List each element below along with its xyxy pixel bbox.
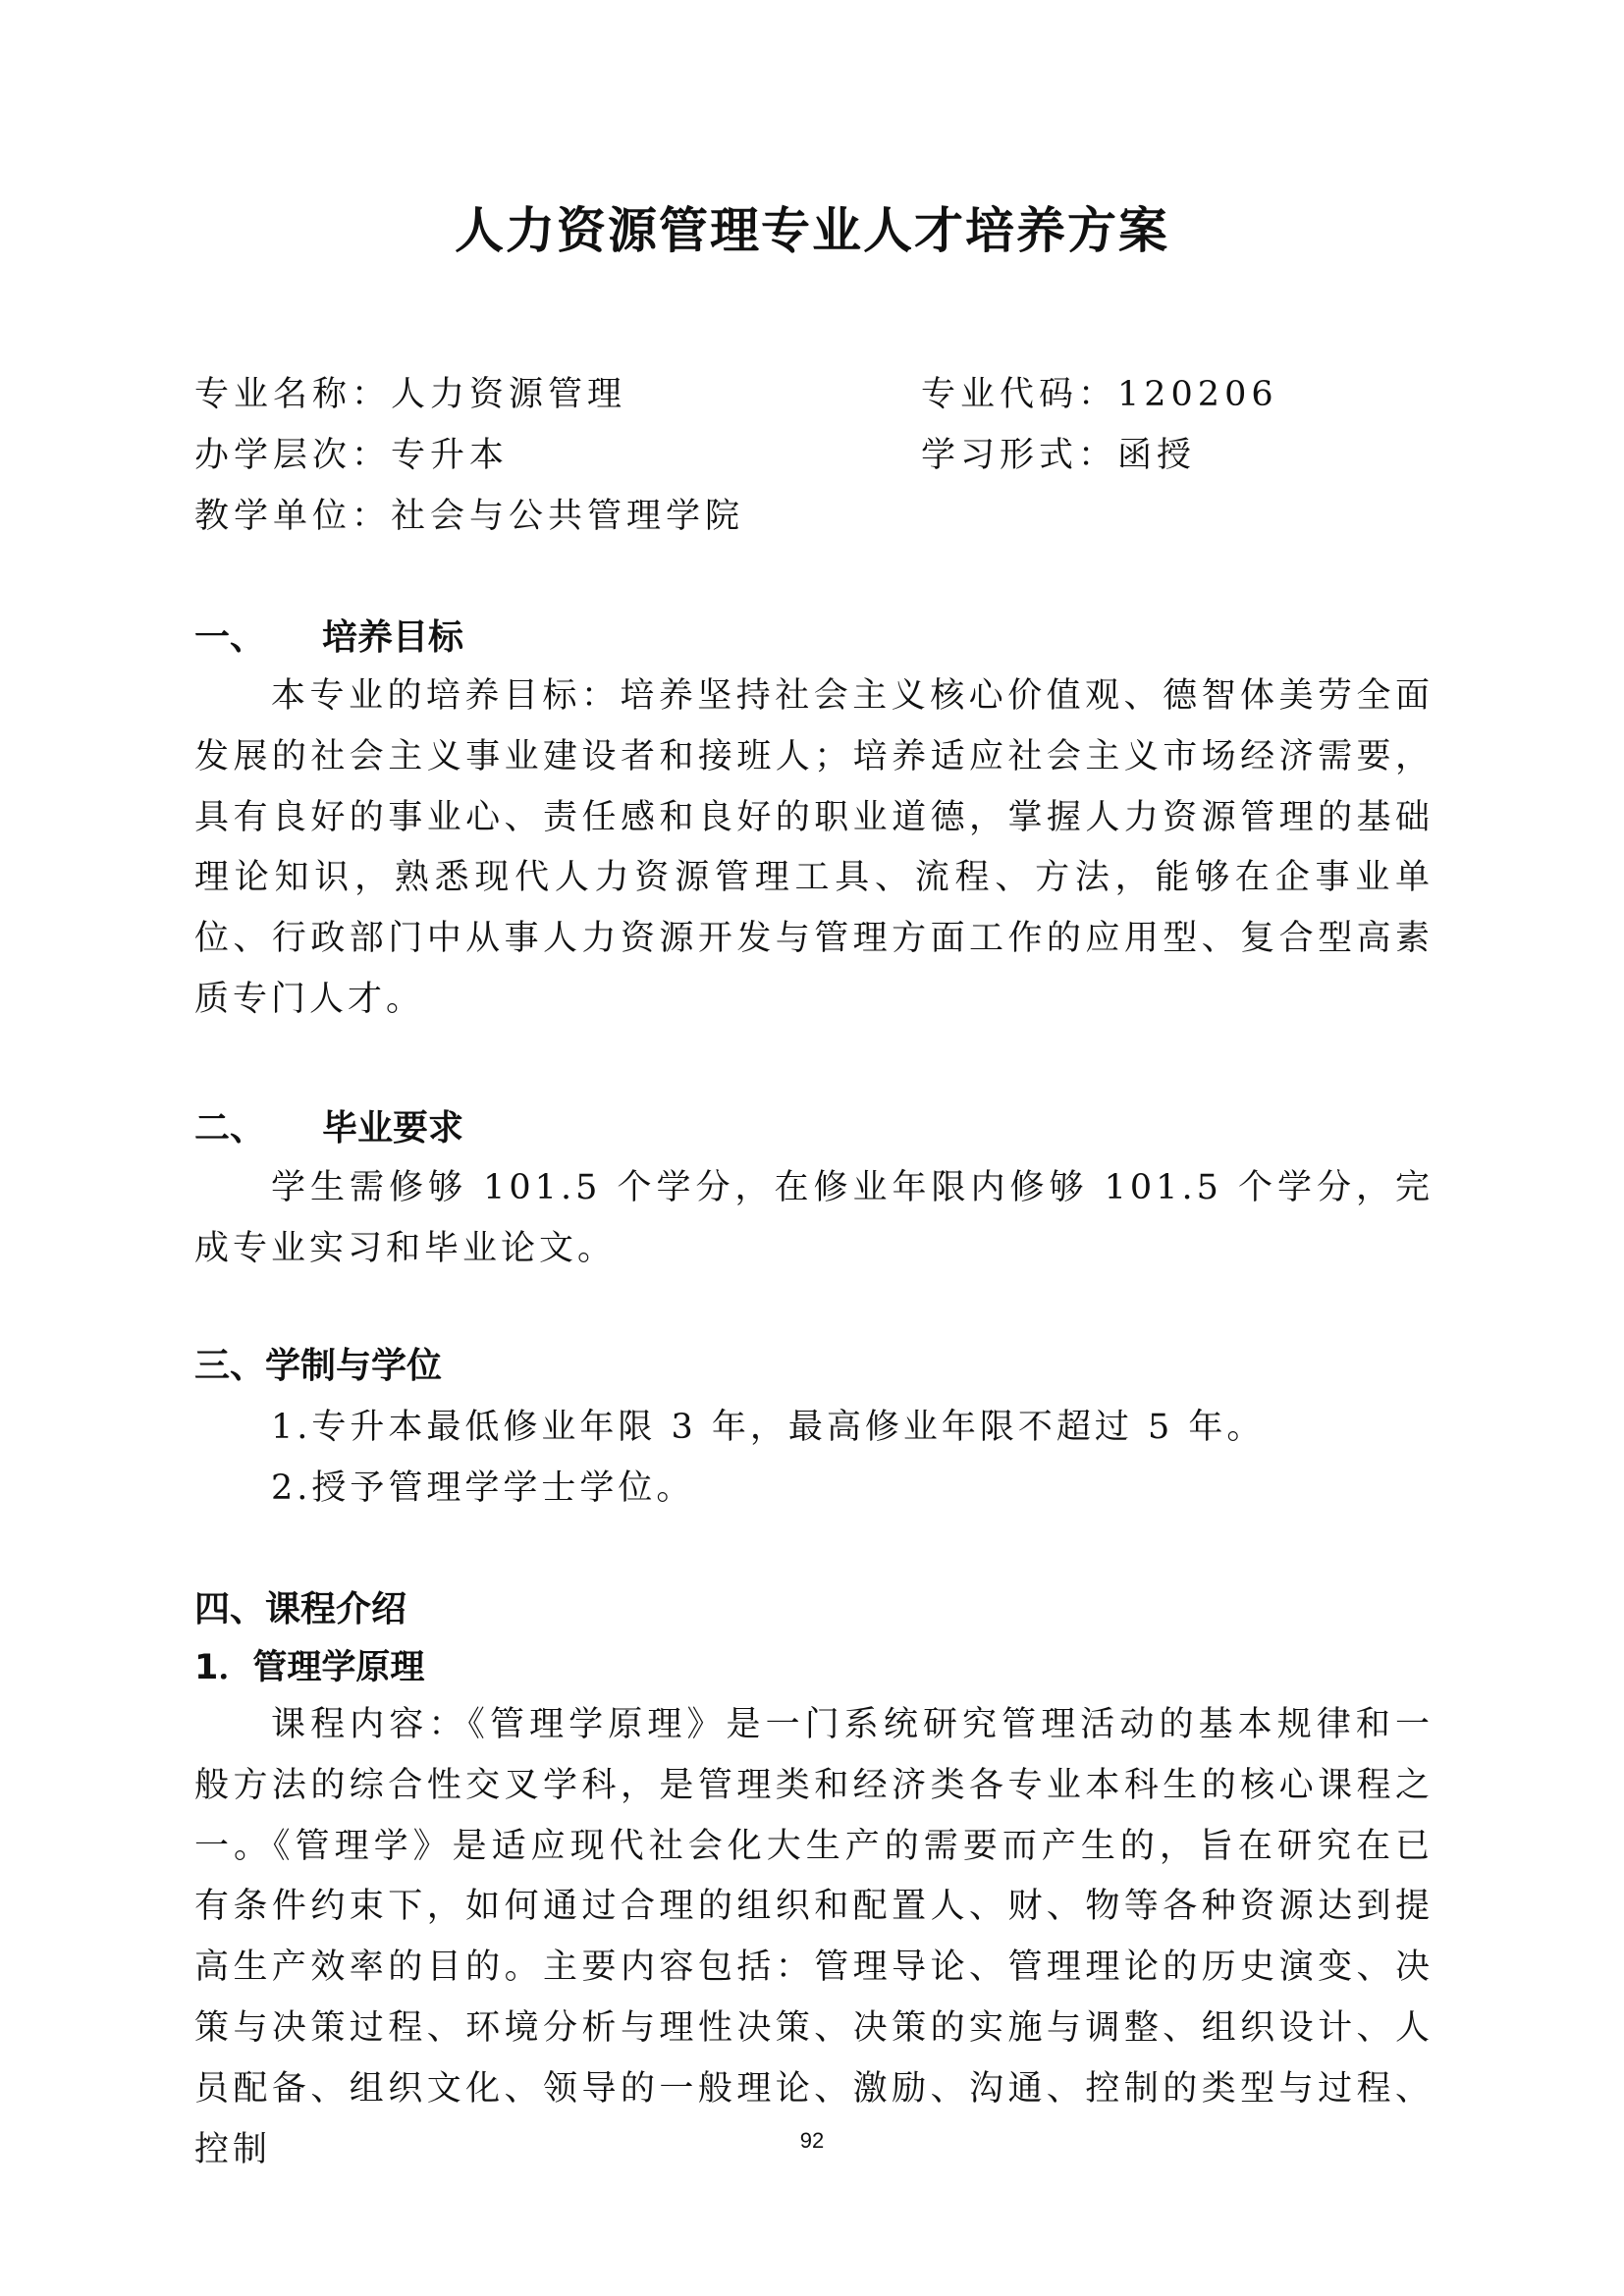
training-goals-text: 本专业的培养目标：培养坚持社会主义核心价值观、德智体美劳全面发展的社会主义事业建设者和接班人；培养适应社会主义市场经济需要，具有良好的事业心、责任感和良好的职业道德，掌握人力资源管理的基础理论知识，熟悉现代人力资源管理工具、流程、方法，能够在企事业单位、行政部门中从事人力资源开发与管理方面工作的应用型、复合型高素质专门人才。	[194, 676, 1434, 1019]
teaching-unit: 教学单位：社会与公共管理学院	[194, 497, 745, 536]
course-description: 课程内容：《管理学原理》是一门系统研究管理活动的基本规律和一般方法的综合性交叉学科，是管理类和经济类各专业本科生的核心课程之一。《管理学》是适应现代社会化大生产的需要而产生的，旨在研究在已有条件约束下，如何通过合理的组织和配置人、财、物等各种资源达到提高生产效率的目的。主要内容包括：管理导论、管理理论的历史演变、决策与决策过程、环境分析与理性决策、决策的实施与调整、组织设计、人员配备、组织文化、领导的一般理论、激励、沟通、控制的类型与过程、控制	[194, 1705, 1434, 2169]
section-heading-training-goals	[194, 618, 463, 658]
section-title: 毕业要求	[322, 1108, 464, 1148]
study-form: 学习形式：函授	[921, 436, 1197, 475]
education-level: 办学层次：专升本	[194, 436, 510, 475]
list-item: 2.授予管理学学士学位。	[271, 1468, 695, 1508]
major-name: 专业名称：人力资源管理	[194, 375, 627, 414]
section-heading-course-intro: 四、课程介绍	[194, 1589, 407, 1629]
document-title: 人力资源管理专业人才培养方案	[455, 202, 1169, 259]
page-number: 92	[799, 2128, 825, 2153]
course-title: 1．管理学原理	[194, 1648, 425, 1687]
graduation-requirements-text: 学生需修够 101.5 个学分，在修业年限内修够 101.5 个学分，完成专业实习和毕业论文。	[194, 1168, 1434, 1268]
section-heading-duration-degree: 三、学制与学位	[194, 1346, 443, 1386]
section-number: 二、	[194, 1108, 266, 1148]
major-code: 专业代码：120206	[921, 375, 1278, 414]
section-title: 培养目标	[322, 617, 464, 658]
list-item: 1.专升本最低修业年限 3 年，最高修业年限不超过 5 年。	[271, 1408, 1266, 1447]
section-number: 一、	[194, 617, 266, 658]
section-heading-graduation-requirements	[194, 1109, 463, 1148]
